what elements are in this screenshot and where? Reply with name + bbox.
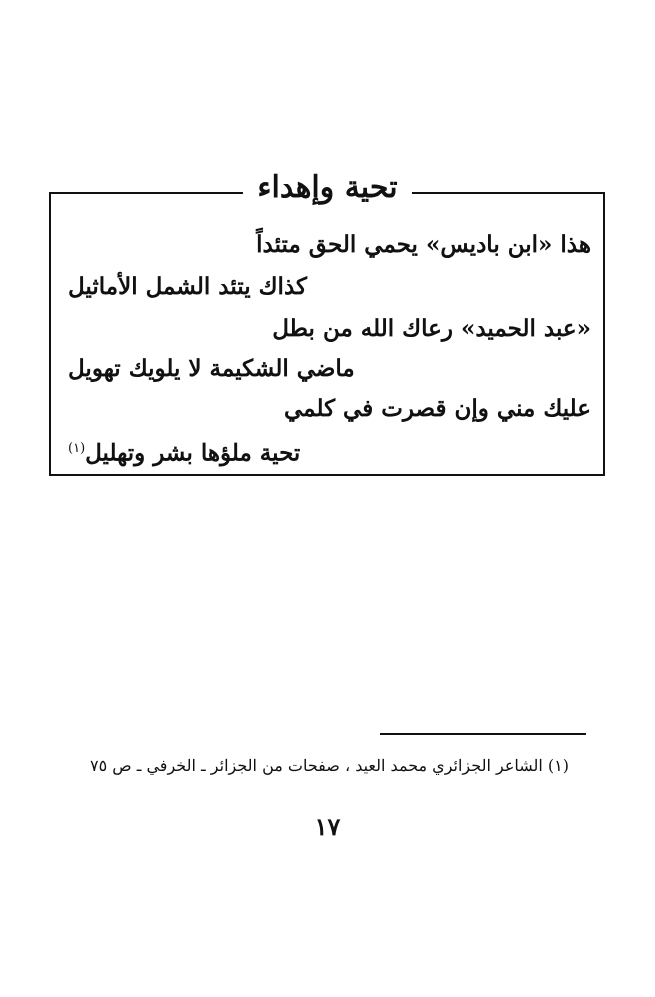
footnote-reference-marker: (١): [68, 441, 86, 456]
footnote-text: (١) الشاعر الجزائري محمد العيد ، صفحات من الجزائر ـ الخرفي ـ ص ٧٥: [89, 756, 569, 775]
verse-line-6-text: تحية ملؤها بشر وتهليل: [85, 439, 301, 467]
page-title: تحية وإهداء: [243, 168, 411, 208]
verse-line-2: كذاك يتئد الشمل الأماثيل: [68, 273, 307, 300]
footnote-divider: [380, 733, 586, 735]
verse-line-3: «عبد الحميد» رعاك الله من بطل: [272, 315, 591, 342]
verse-line-5: عليك مني وإن قصرت في كلمي: [284, 395, 591, 422]
title-container: [0, 168, 655, 208]
verse-line-4: ماضي الشكيمة لا يلويك تهويل: [68, 355, 355, 382]
verse-line-6: [68, 434, 300, 469]
page-number: ١٧: [314, 812, 341, 841]
verse-line-1: هذا «ابن باديس» يحمي الحق متئداً: [256, 231, 591, 258]
